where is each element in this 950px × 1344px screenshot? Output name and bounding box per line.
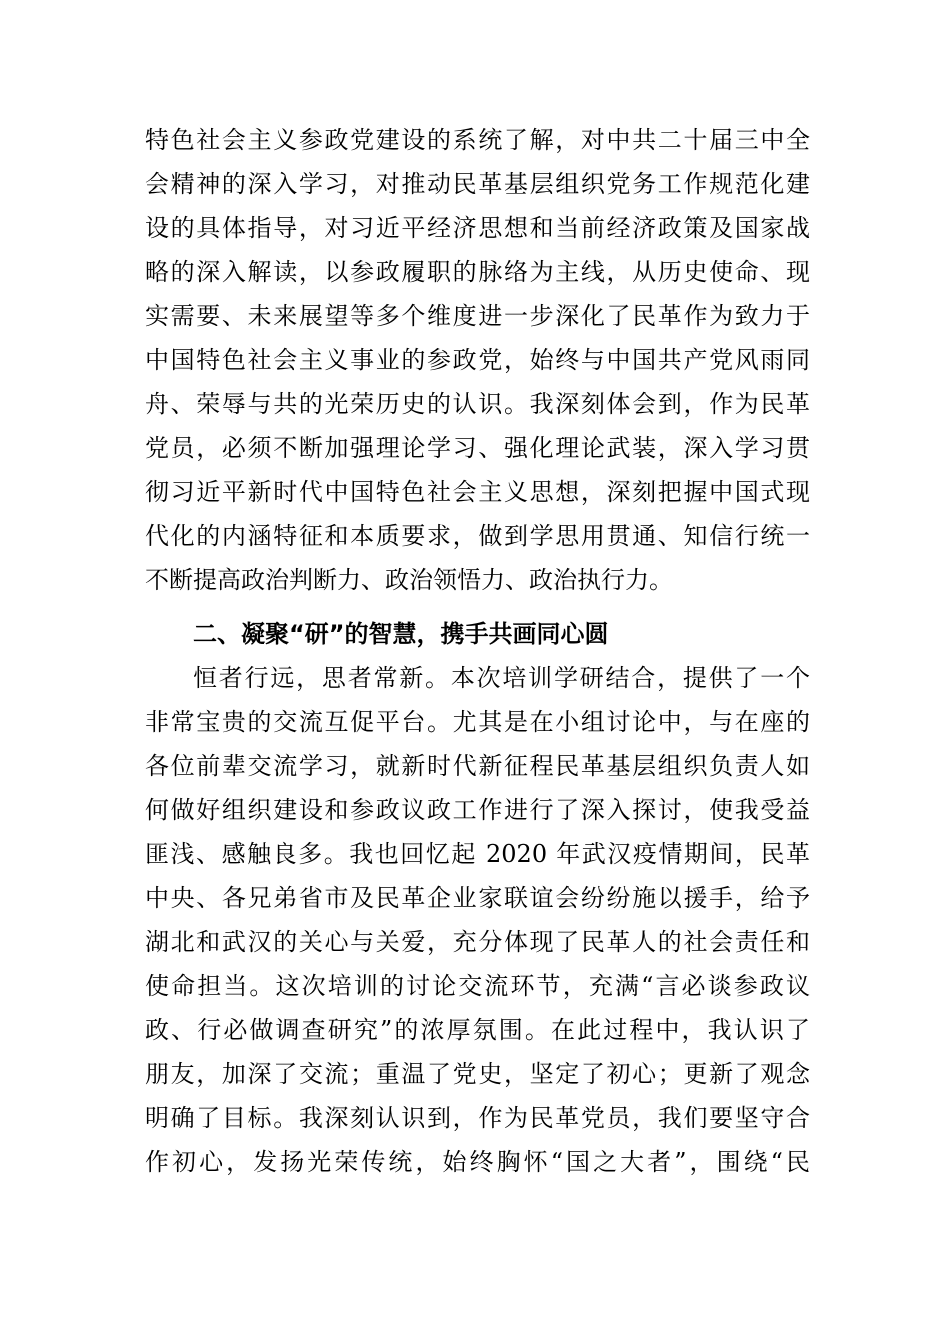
paragraph-1-line-6: 中国特色社会主义事业的参政党，始终与中国共产党风雨同 — [145, 346, 810, 374]
paragraph-2-line-10: 朋友，加深了交流；重温了党史，坚定了初心；更新了观念 — [145, 1060, 810, 1088]
paragraph-1-line-5: 实需要、未来展望等多个维度进一步深化了民革作为致力于 — [145, 302, 810, 330]
paragraph-1-line-10: 代化的内涵特征和本质要求，做到学思用贯通、知信行统一 — [145, 522, 810, 550]
paragraph-1-line-2: 会精神的深入学习，对推动民革基层组织党务工作规范化建 — [145, 170, 810, 198]
paragraph-1-line-7: 舟、荣辱与共的光荣历史的认识。我深刻体会到，作为民革 — [145, 390, 810, 418]
paragraph-2-line-5: 匪浅、感触良多。我也回忆起 2020 年武汉疫情期间，民革 — [145, 840, 810, 868]
paragraph-2-line-11: 明确了目标。我深刻认识到，作为民革党员，我们要坚守合 — [145, 1104, 810, 1132]
paragraph-2-line-4: 何做好组织建设和参政议政工作进行了深入探讨，使我受益 — [145, 796, 810, 824]
paragraph-2-line-9: 政、行必做调查研究”的浓厚氛围。在此过程中，我认识了 — [145, 1016, 810, 1044]
paragraph-1-line-1: 特色社会主义参政党建设的系统了解，对中共二十届三中全 — [145, 126, 810, 154]
paragraph-2-line-8: 使命担当。这次培训的讨论交流环节，充满“言必谈参政议 — [145, 972, 810, 1000]
paragraph-2-line-1: 恒者行远，思者常新。本次培训学研结合，提供了一个 — [193, 664, 810, 692]
paragraph-2-line-7: 湖北和武汉的关心与关爱，充分体现了民革人的社会责任和 — [145, 928, 810, 956]
paragraph-1-line-8: 党员，必须不断加强理论学习、强化理论武装，深入学习贯 — [145, 434, 810, 462]
paragraph-1-line-4: 略的深入解读，以参政履职的脉络为主线，从历史使命、现 — [145, 258, 810, 286]
paragraph-1-line-11: 不断提高政治判断力、政治领悟力、政治执行力。 — [145, 566, 673, 594]
paragraph-2-line-2: 非常宝贵的交流互促平台。尤其是在小组讨论中，与在座的 — [145, 708, 810, 736]
section-heading: 二、凝聚“研”的智慧，携手共画同心圆 — [193, 620, 609, 648]
paragraph-2-line-12: 作初心，发扬光荣传统，始终胸怀“国之大者”，围绕“民 — [145, 1148, 810, 1176]
paragraph-2-line-6: 中央、各兄弟省市及民革企业家联谊会纷纷施以援手，给予 — [145, 884, 810, 912]
paragraph-2-line-3: 各位前辈交流学习，就新时代新征程民革基层组织负责人如 — [145, 752, 810, 780]
paragraph-1-line-3: 设的具体指导，对习近平经济思想和当前经济政策及国家战 — [145, 214, 810, 242]
paragraph-1-line-9: 彻习近平新时代中国特色社会主义思想，深刻把握中国式现 — [145, 478, 810, 506]
